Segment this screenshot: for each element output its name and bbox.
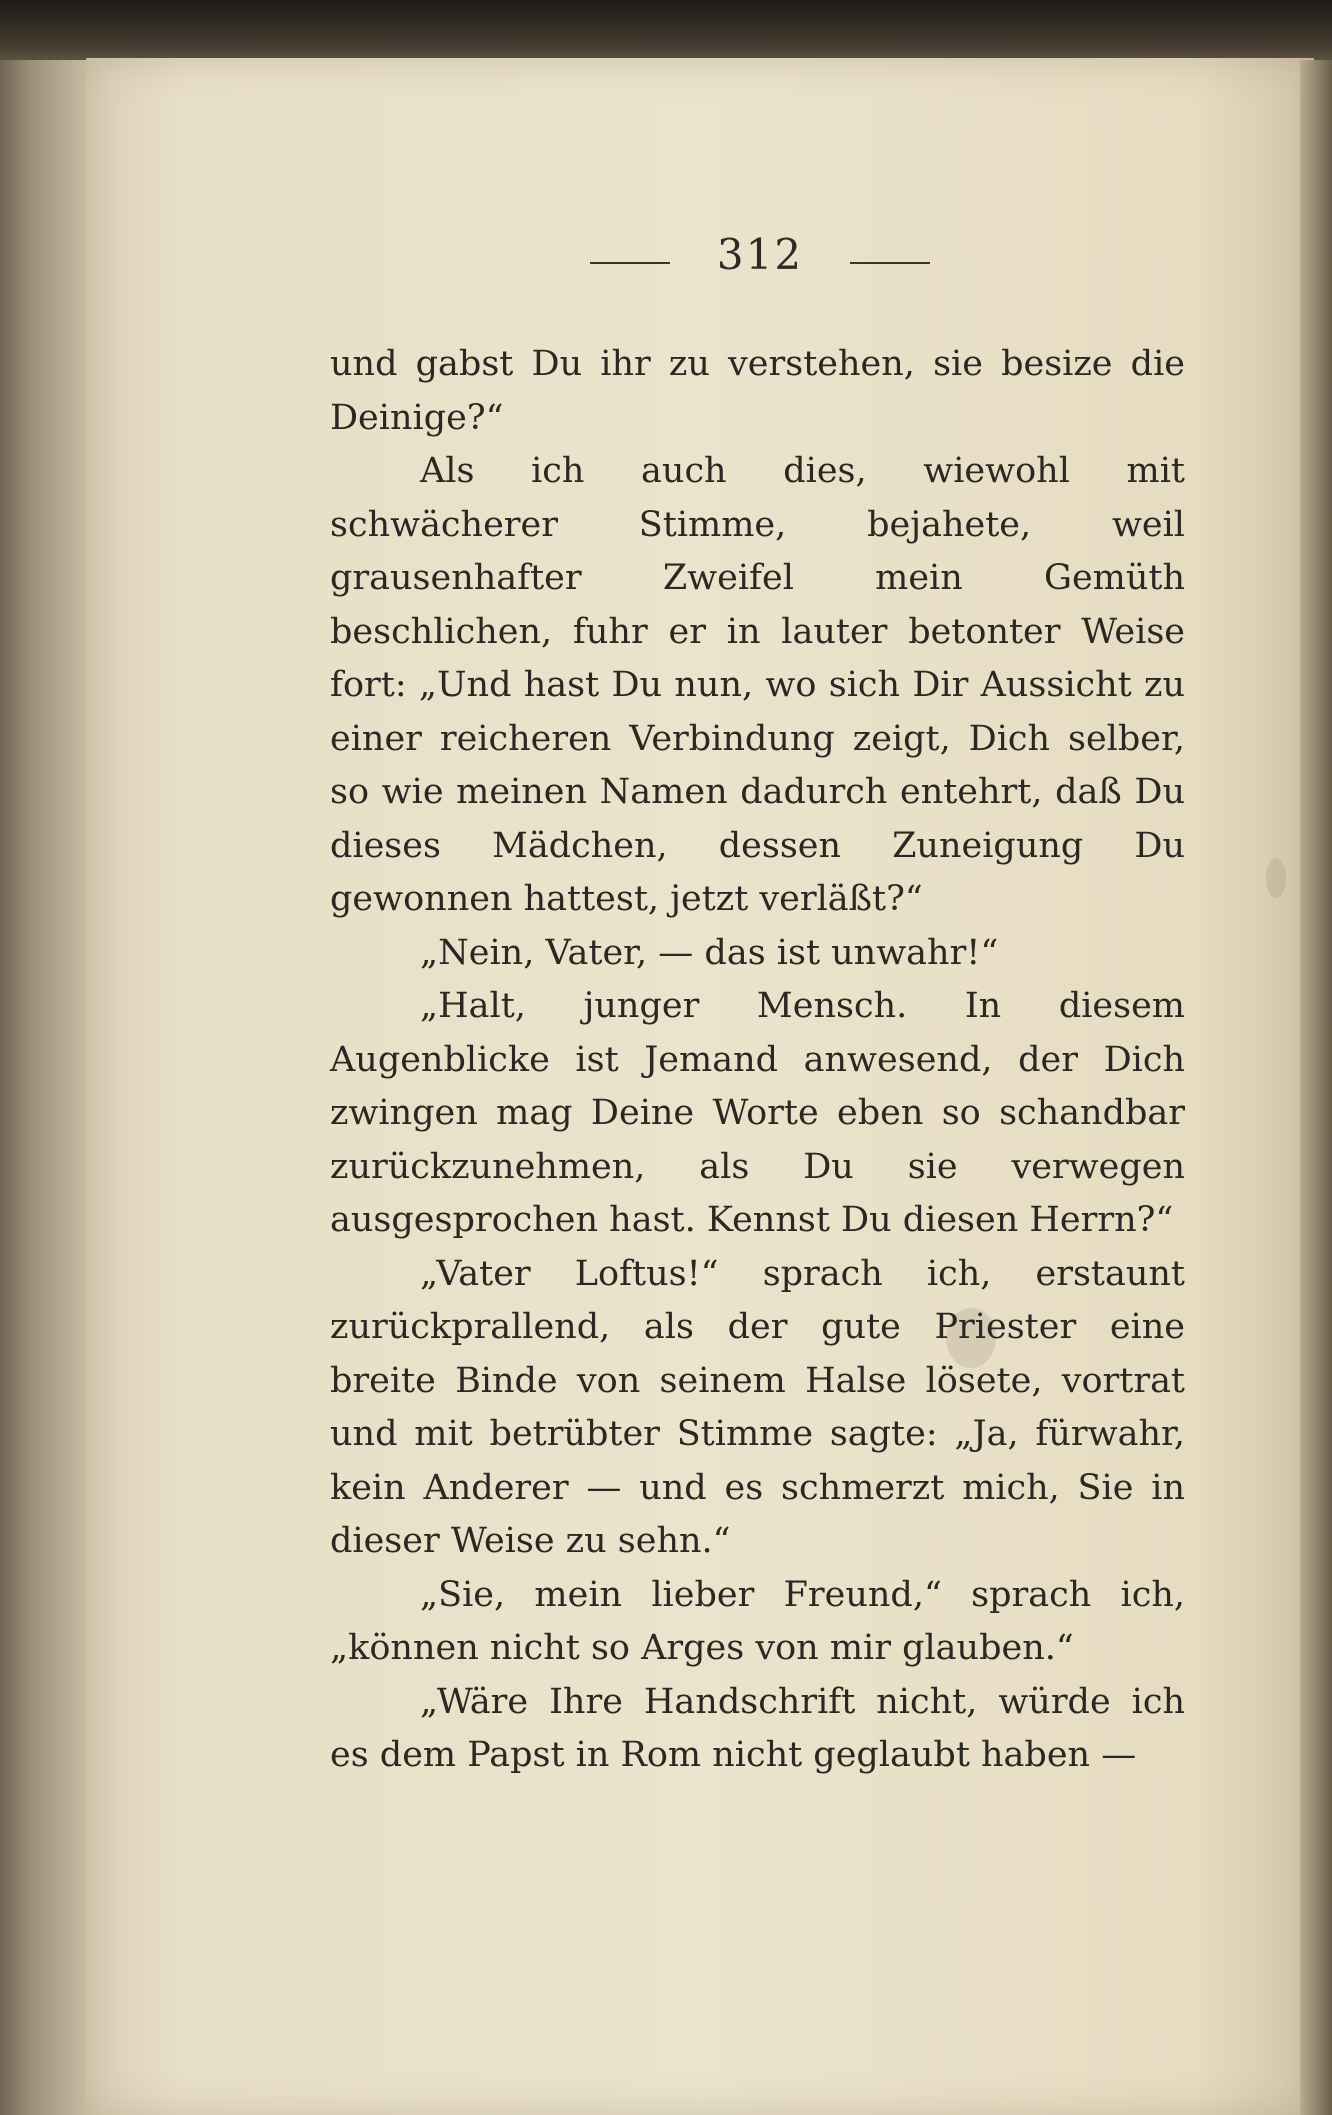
paragraph: und gabst Du ihr zu verstehen, sie besize die Deinige?“ — [330, 344, 1185, 438]
book-left-edge — [0, 60, 90, 2115]
paragraph: „Vater Loftus!“ sprach ich, erstaunt zurückprallend, als der gute Priester eine breite Binde von seinem Halse lösete, vortrat und mit betrübter Stimme sagte: „Ja, fürwahr, kein Anderer — und es schmerzt mich, Sie in dieser Weise zu sehn.“ — [330, 1253, 1185, 1561]
body-text — [330, 338, 1185, 1783]
header-rule-right — [850, 262, 930, 264]
page-number: 312 — [716, 230, 804, 279]
book-right-edge — [1300, 60, 1332, 2115]
page-header — [560, 230, 960, 290]
paragraph: „Nein, Vater, — das ist unwahr!“ — [420, 932, 999, 973]
paragraph: Als ich auch dies, wiewohl mit schwächerer Stimme, bejahete, weil grausenhafter Zweifel mein Gemüth beschlichen, fuhr er in lauter betonter Weise fort: „Und hast Du nun, wo sich Dir Aussicht zu einer reicheren Verbindung zeigt, Dich selber, so wie meinen Namen dadurch entehrt, daß Du dieses Mädchen, dessen Zuneigung Du gewonnen hattest, jetzt verläßt?“ — [330, 451, 1185, 919]
header-rule-left — [590, 262, 670, 264]
page-stain — [1266, 858, 1286, 898]
paragraph: „Sie, mein lieber Freund,“ sprach ich, „können nicht so Arges von mir glauben.“ — [330, 1574, 1185, 1668]
paragraph: „Halt, junger Mensch. In diesem Augenblicke ist Jemand anwesend, der Dich zwingen mag Deine Worte eben so schandbar zurückzunehmen, als Du sie verwegen ausgesprochen hast. Kennst Du diesen Herrn?“ — [330, 986, 1185, 1240]
paragraph: „Wäre Ihre Handschrift nicht, würde ich es dem Papst in Rom nicht geglaubt haben — — [330, 1681, 1185, 1775]
book-top-edge — [0, 0, 1332, 62]
